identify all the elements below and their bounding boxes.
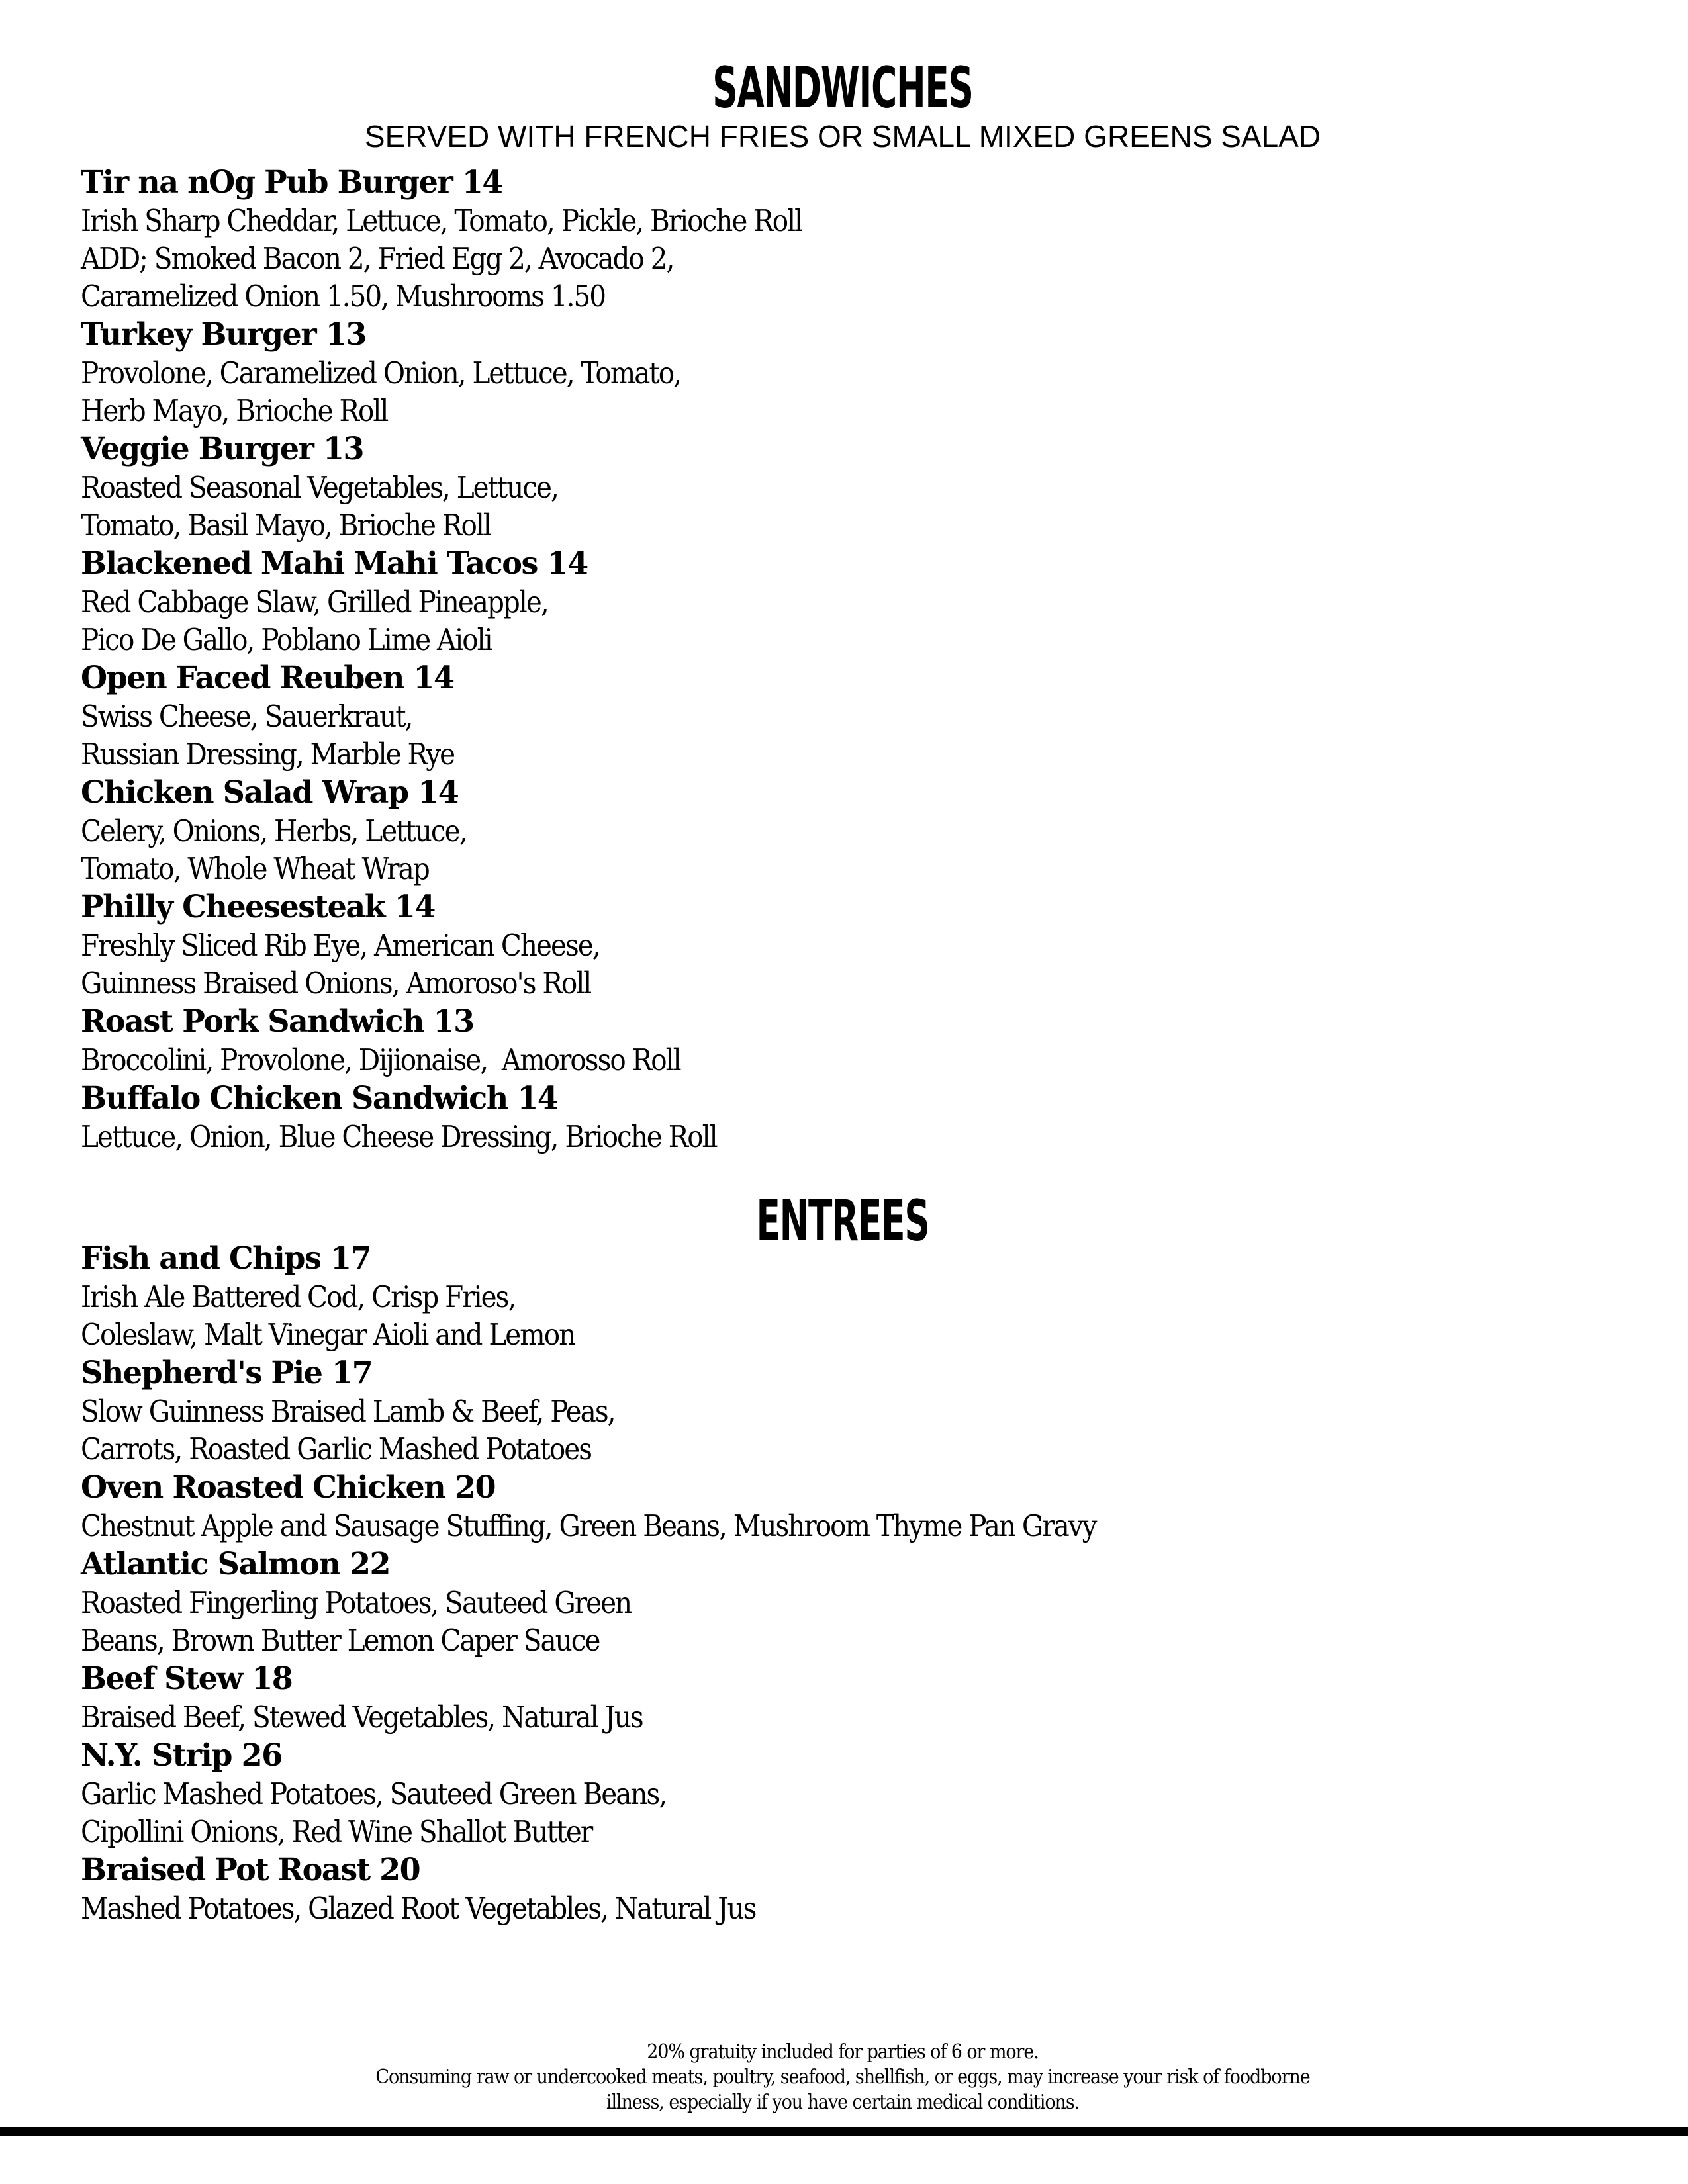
- menu-item: [81, 659, 882, 773]
- menu-item-name: Oven Roasted Chicken 20: [81, 1469, 496, 1506]
- food-safety-notice-line-2: illness, especially if you have certain medical conditions.: [606, 2091, 1080, 2114]
- sandwiches-heading: SANDWICHES: [712, 55, 973, 121]
- menu-item-description: Beans, Brown Butter Lemon Caper Sauce: [81, 1623, 600, 1658]
- menu-item: [81, 1079, 882, 1156]
- menu-item-name: Braised Pot Roast 20: [81, 1852, 420, 1888]
- entrees-list: [81, 1239, 1209, 1927]
- menu-item-description: Caramelized Onion 1.50, Mushrooms 1.50: [81, 279, 606, 314]
- menu-item: [81, 544, 882, 659]
- menu-item: [81, 1002, 882, 1079]
- menu-item-description: Cipollini Onions, Red Wine Shallot Butter: [81, 1814, 592, 1849]
- menu-item-description: Carrots, Roasted Garlic Mashed Potatoes: [81, 1432, 592, 1467]
- menu-item-description: Freshly Sliced Rib Eye, American Cheese,: [81, 928, 600, 963]
- menu-item-description: Irish Sharp Cheddar, Lettuce, Tomato, Pickle, Brioche Roll: [81, 203, 802, 238]
- menu-item: [81, 1468, 1209, 1545]
- menu-item-name: Shepherd's Pie 17: [81, 1355, 373, 1391]
- menu-item-description: Herb Mayo, Brioche Roll: [81, 393, 388, 428]
- entrees-heading: ENTREES: [756, 1188, 929, 1254]
- menu-item-description: Garlic Mashed Potatoes, Sauteed Green Beans,: [81, 1776, 667, 1811]
- menu-item-description: Celery, Onions, Herbs, Lettuce,: [81, 813, 467, 848]
- sandwiches-subtitle: SERVED WITH FRENCH FRIES OR SMALL MIXED GREENS SALAD: [364, 119, 1321, 154]
- menu-item-description: Swiss Cheese, Sauerkraut,: [81, 699, 412, 734]
- menu-item-description: ADD; Smoked Bacon 2, Fried Egg 2, Avocado 2,: [81, 241, 674, 276]
- menu-item-description: Mashed Potatoes, Glazed Root Vegetables, Natural Jus: [81, 1891, 756, 1926]
- gratuity-notice: 20% gratuity included for parties of 6 or more.: [647, 2040, 1039, 2064]
- menu-item-name: Veggie Burger 13: [81, 431, 364, 467]
- menu-item-description: Coleslaw, Malt Vinegar Aioli and Lemon: [81, 1317, 575, 1352]
- menu-item-description: Chestnut Apple and Sausage Stuffing, Green Beans, Mushroom Thyme Pan Gravy: [81, 1508, 1096, 1543]
- menu-item-description: Pico De Gallo, Poblano Lime Aioli: [81, 622, 492, 657]
- menu-item-description: Roasted Seasonal Vegetables, Lettuce,: [81, 470, 558, 505]
- menu-item: [81, 1850, 1209, 1927]
- menu-item-name: Open Faced Reuben 14: [81, 660, 454, 696]
- menu-item-name: Philly Cheesesteak 14: [81, 889, 435, 925]
- menu-item-name: Roast Pork Sandwich 13: [81, 1003, 474, 1040]
- menu-item: [81, 773, 882, 887]
- sandwiches-list: [81, 163, 882, 1156]
- bottom-divider: [0, 2127, 1688, 2136]
- menu-item-name: Chicken Salad Wrap 14: [81, 774, 459, 811]
- menu-item-description: Tomato, Basil Mayo, Brioche Roll: [81, 508, 491, 543]
- food-safety-notice-line-1: Consuming raw or undercooked meats, poultry, seafood, shellfish, or eggs, may increase your risk of foodborne: [375, 2066, 1310, 2089]
- menu-item: [81, 1659, 1209, 1736]
- menu-item-name: Blackened Mahi Mahi Tacos 14: [81, 545, 588, 582]
- menu-item-name: Turkey Burger 13: [81, 316, 366, 353]
- menu-item-description: Russian Dressing, Marble Rye: [81, 737, 455, 772]
- menu-item-name: Beef Stew 18: [81, 1661, 293, 1697]
- menu-item-name: Tir na nOg Pub Burger 14: [81, 164, 502, 201]
- menu-item-description: Braised Beef, Stewed Vegetables, Natural Jus: [81, 1700, 643, 1735]
- menu-item-description: Broccolini, Provolone, Dijionaise, Amorosso Roll: [81, 1042, 680, 1077]
- menu-item-name: Atlantic Salmon 22: [81, 1546, 391, 1582]
- menu-item-description: Roasted Fingerling Potatoes, Sauteed Green: [81, 1585, 632, 1620]
- menu-item: [81, 1545, 1209, 1659]
- menu-item-description: Red Cabbage Slaw, Grilled Pineapple,: [81, 584, 548, 619]
- menu-item-description: Tomato, Whole Wheat Wrap: [81, 851, 429, 886]
- menu-item-description: Guinness Braised Onions, Amoroso's Roll: [81, 966, 591, 1001]
- menu-item-name: N.Y. Strip 26: [81, 1737, 282, 1774]
- menu-item-description: Provolone, Caramelized Onion, Lettuce, Tomato,: [81, 355, 681, 390]
- menu-item: [81, 887, 882, 1002]
- menu-item: [81, 1736, 1209, 1850]
- menu-item: [81, 430, 882, 544]
- menu-item: [81, 163, 882, 315]
- menu-item: [81, 1353, 1209, 1468]
- menu-item: [81, 1239, 1209, 1353]
- menu-item-description: Slow Guinness Braised Lamb & Beef, Peas,: [81, 1394, 615, 1429]
- footer-notice: [0, 2040, 1685, 2115]
- menu-item: [81, 315, 882, 430]
- menu-item-description: Irish Ale Battered Cod, Crisp Fries,: [81, 1279, 516, 1314]
- menu-item-name: Fish and Chips 17: [81, 1240, 371, 1277]
- menu-item-name: Buffalo Chicken Sandwich 14: [81, 1080, 558, 1116]
- menu-item-description: Lettuce, Onion, Blue Cheese Dressing, Brioche Roll: [81, 1119, 717, 1154]
